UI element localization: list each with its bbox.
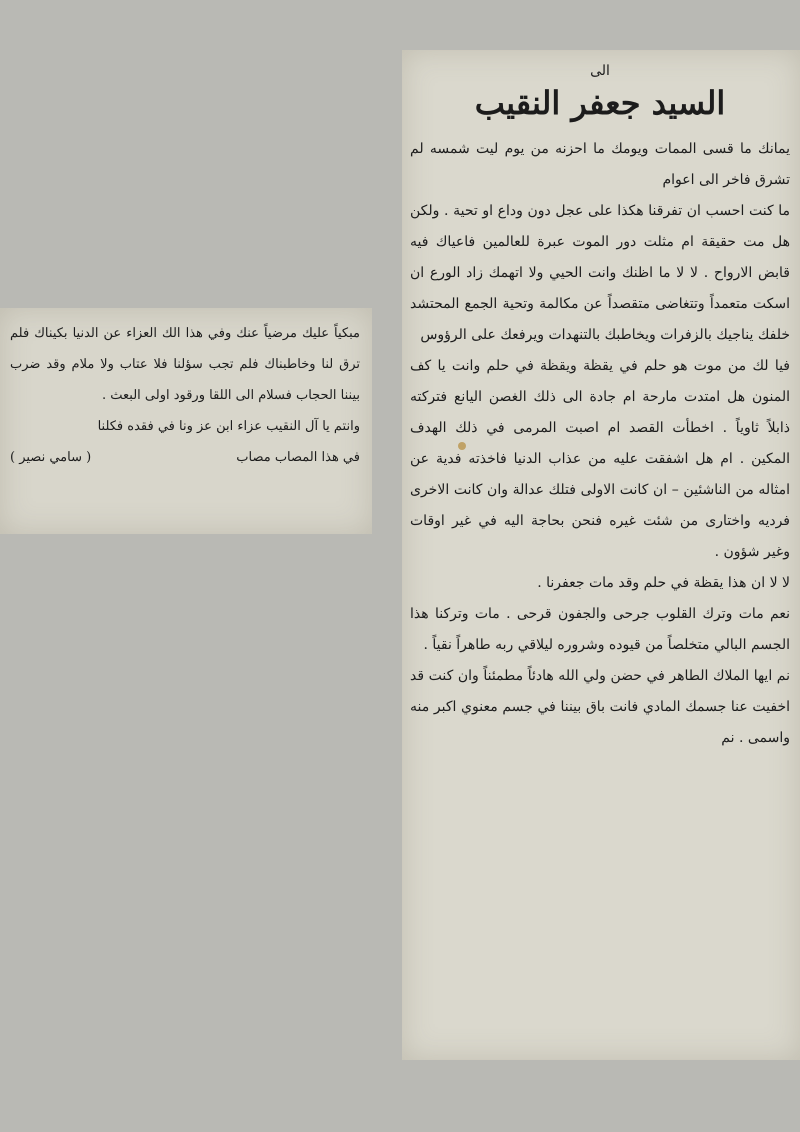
left-paragraph-1: مبكياً عليك مرضياً عنك وفي هذا الك العزاء عن الدنيا بكيناك فلم ترق لنا وخاطبناك فلم تجب سؤلنا فلا عتاب ولا ملام وقد ضرب بيننا الحجاب فسلام الى اللقا ورقود اولى البعث . <box>10 326 360 403</box>
left-clipping <box>0 308 372 534</box>
author-signature: ( سامي نصير ) <box>10 450 92 465</box>
left-closing-text: في هذا المصاب مصاب <box>236 450 360 465</box>
right-paragraph-6: نم ايها الملاك الطاهر في حضن ولي الله هادئاً مطمئناً وان كنت قد اخفيت عنا جسمك المادي فانت باق بيننا في جسم معنوي اكبر منه واسمى . نم <box>410 668 790 746</box>
left-closing-line <box>10 442 360 473</box>
right-paragraph-1: يمانك ما قسى الممات ويومك ما احزنه من يوم ليت شمسه لم تشرق فاخر الى اعوام <box>410 141 790 188</box>
right-paragraph-3: فيا لك من موت هو حلم في يقظة ويقظة في حلم وانت يا كف المنون هل امتدت مارحة ام جادة الى ذلك الغصن اليانع فتركته ذابلاً ثاوياً . اخطأت القصد ام اصبت المرمى في ذلك الهدف المكين . ام هل اشفقت عليه من عذاب الدنيا فاخذته فدية عن امثاله من الناشئين – ان كانت الاولى فتلك عدالة وان كانت الاخرى فرديه واختارى من شئت غيره فنحن بحاجة اليه في غير اوقات وغير شؤون . <box>410 358 790 560</box>
paper-stain <box>458 442 466 450</box>
article-title: السيد جعفر النقيب <box>474 84 726 122</box>
left-paragraph-2: وانتم يا آل النقيب عزاء ابن عز ونا في فقده فكلنا <box>97 419 360 434</box>
right-paragraph-2: ما كنت احسب ان تفرقنا هكذا على عجل دون وداع او تحية . ولكن هل مت حقيقة ام مثلت دور الموت عبرة للعالمين فاعياك فيه قابض الارواح . لا لا ما اظنك وانت الحيي ولا اتهمك زاد الورع ان اسكت متعمداً وتتغاضى متقصداً عن مكالمة وتحية الجمع المحتشد خلفك يناجيك بالزفرات ويخاطبك بالتنهدات ويرفعك على الرؤوس <box>410 203 791 343</box>
right-clipping <box>402 50 800 1060</box>
right-paragraph-5: نعم مات وترك القلوب جرحى والجفون قرحى . مات وتركنا هذا الجسم البالي متخلصاً من قيوده وشروره ليلاقي ربه طاهراً نقياً . <box>410 606 790 653</box>
pre-title: الى <box>590 63 610 79</box>
right-paragraph-4: لا لا ان هذا يقظة في حلم وقد مات جعفرنا . <box>537 575 790 591</box>
